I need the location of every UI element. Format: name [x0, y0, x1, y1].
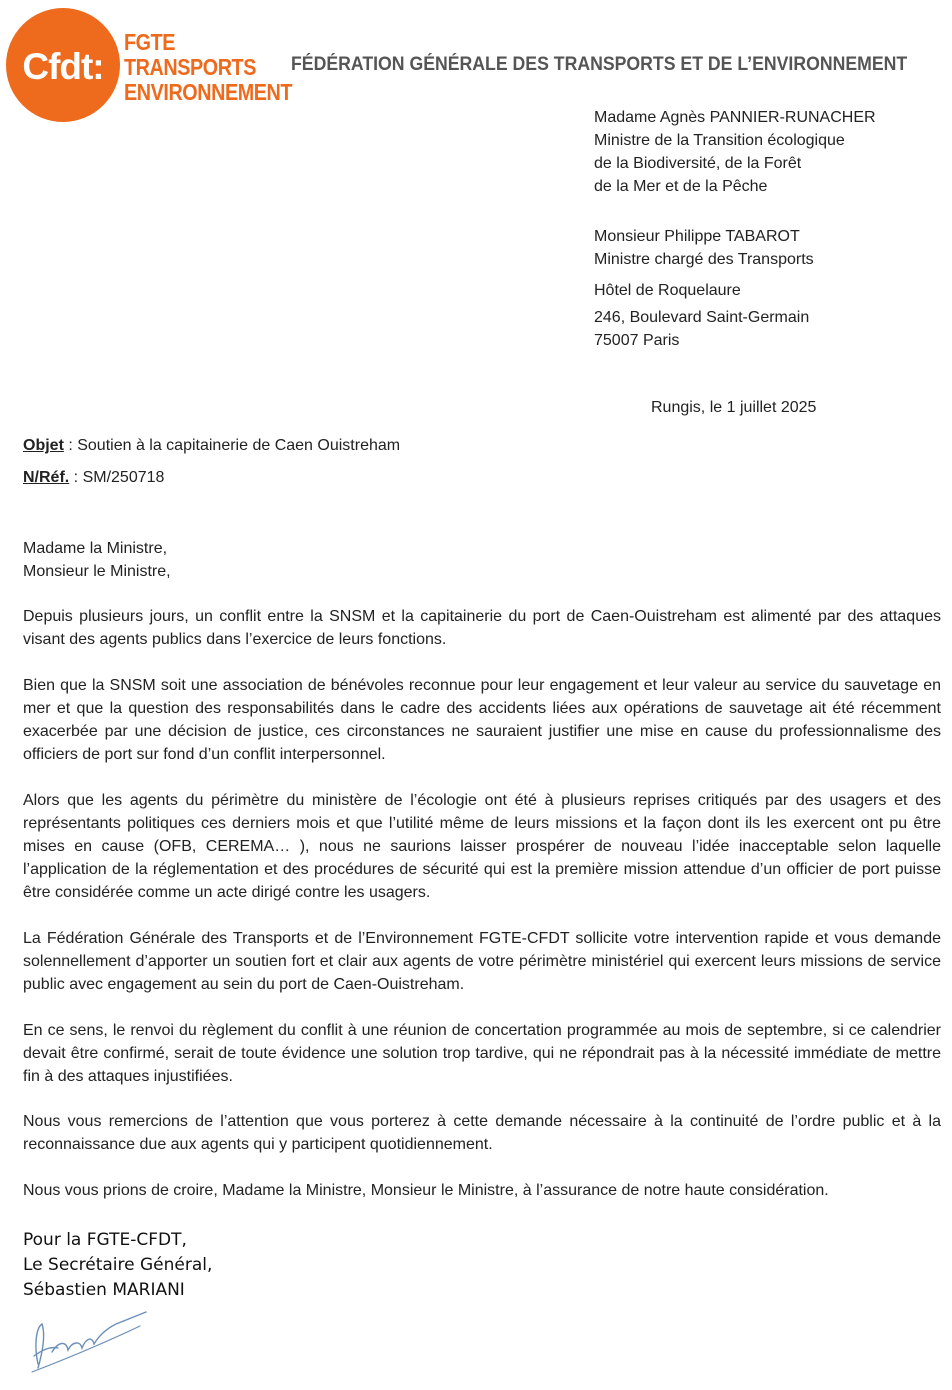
logo-line-fgte: FGTE [124, 29, 176, 55]
handwritten-signature [28, 1306, 148, 1376]
salutation-line: Madame la Ministre, [23, 540, 168, 557]
signature-block [23, 1228, 212, 1303]
body-paragraph: La Fédération Générale des Transports et de l’Environnement FGTE-CFDT sollicite votre intervention rapide et vous demande solennellement d’apporter un soutien fort et clair aux agents de votre périmètre ministériel qui exercent leurs missions de service public avec engagement au sein du port de Caen-Ouistreham. [23, 930, 941, 993]
recipient-line: de la Biodiversité, de la Forêt [594, 155, 802, 172]
letter-object [23, 437, 400, 455]
object-label: Objet [23, 437, 64, 454]
body-paragraph: Nous vous prions de croire, Madame la Ministre, Monsieur le Ministre, à l’assurance de notre haute considération. [23, 1182, 829, 1199]
recipient-address-street [594, 306, 809, 352]
letter-reference [23, 469, 164, 487]
recipient-title: Ministre chargé des Transports [594, 251, 814, 268]
signatory-name: Sébastien MARIANI [23, 1280, 185, 1300]
recipient-address [594, 279, 741, 302]
recipient-line: de la Mer et de la Pêche [594, 178, 768, 195]
logo-mark-text: Cfdt: [22, 46, 104, 87]
reference-label: N/Réf. [23, 469, 70, 486]
recipient-line: Madame Agnès PANNIER-RUNACHER [594, 109, 876, 126]
address-city: 75007 Paris [594, 332, 680, 349]
salutation-line: Monsieur le Ministre, [23, 563, 171, 580]
logo-line-environnement: ENVIRONNEMENT [124, 79, 293, 105]
signature-line: Le Secrétaire Général, [23, 1255, 213, 1275]
body-paragraph: En ce sens, le renvoi du règlement du conflit à une réunion de concertation programmée au mois de septembre, si ce calendrier devait être confirmé, serait de toute évidence une solution trop tardive, qui ne répondrait pas à la nécessité immédiate de mettre fin à des attaques injustifiées. [23, 1022, 941, 1085]
recipient-minister-transports [594, 225, 814, 271]
salutation [23, 537, 171, 583]
reference-value: : SM/250718 [69, 469, 165, 486]
address-street: 246, Boulevard Saint-Germain [594, 309, 810, 326]
body-paragraph: Nous vous remercions de l’attention que vous porterez à cette demande nécessaire à la continuité de l’ordre public et à la reconnaissance due aux agents qui y participent quotidiennement. [23, 1113, 941, 1153]
recipient-line: Ministre de la Transition écologique [594, 132, 845, 149]
recipient-minister-ecology [594, 106, 876, 198]
logo-circle [6, 8, 120, 122]
object-value: : Soutien à la capitainerie de Caen Ouistreham [63, 437, 401, 454]
body-paragraph: Alors que les agents du périmètre du ministère de l’écologie ont été à plusieurs reprises critiqués par des usagers et des représentants politiques ces derniers mois et que l’utilité même de leurs missions et la façon dont ils les exercent ont pu être mises en cause (OFB, CEREMA… ), nous ne saurions laisser prospérer de nouveau l’idée inacceptable selon laquelle l’application de la réglementation et des procédures de sécurité qui est la première mission attendue d’un officier de port puisse être considérée comme un acte dirigé contre les usagers. [23, 792, 941, 901]
place-and-date: Rungis, le 1 juillet 2025 [651, 399, 817, 416]
body-paragraph: Depuis plusieurs jours, un conflit entre la SNSM et la capitainerie du port de Caen-Ouistreham est alimenté par des attaques visant des agents publics dans l’exercice de leurs fonctions. [23, 608, 941, 648]
logo-org-name [124, 30, 292, 105]
recipient-name: Monsieur Philippe TABAROT [594, 228, 800, 245]
logo-line-transports: TRANSPORTS [124, 54, 256, 80]
signature-line: Pour la FGTE-CFDT, [23, 1230, 187, 1250]
address-building: Hôtel de Roquelaure [594, 282, 741, 299]
federation-title: FÉDÉRATION GÉNÉRALE DES TRANSPORTS ET DE L’ENVIRONNEMENT [291, 54, 908, 75]
body-paragraph: Bien que la SNSM soit une association de bénévoles reconnue pour leur engagement et leur valeur au service du sauvetage en mer et que la question des responsabilités dans le cadre des accidents liées aux opérations de sauvetage ait été récemment exacerbée par une décision de justice, ces circonstances ne sauraient justifier une mise en cause du professionnalisme des officiers de port sur fond d’un conflit interpersonnel. [23, 677, 941, 763]
